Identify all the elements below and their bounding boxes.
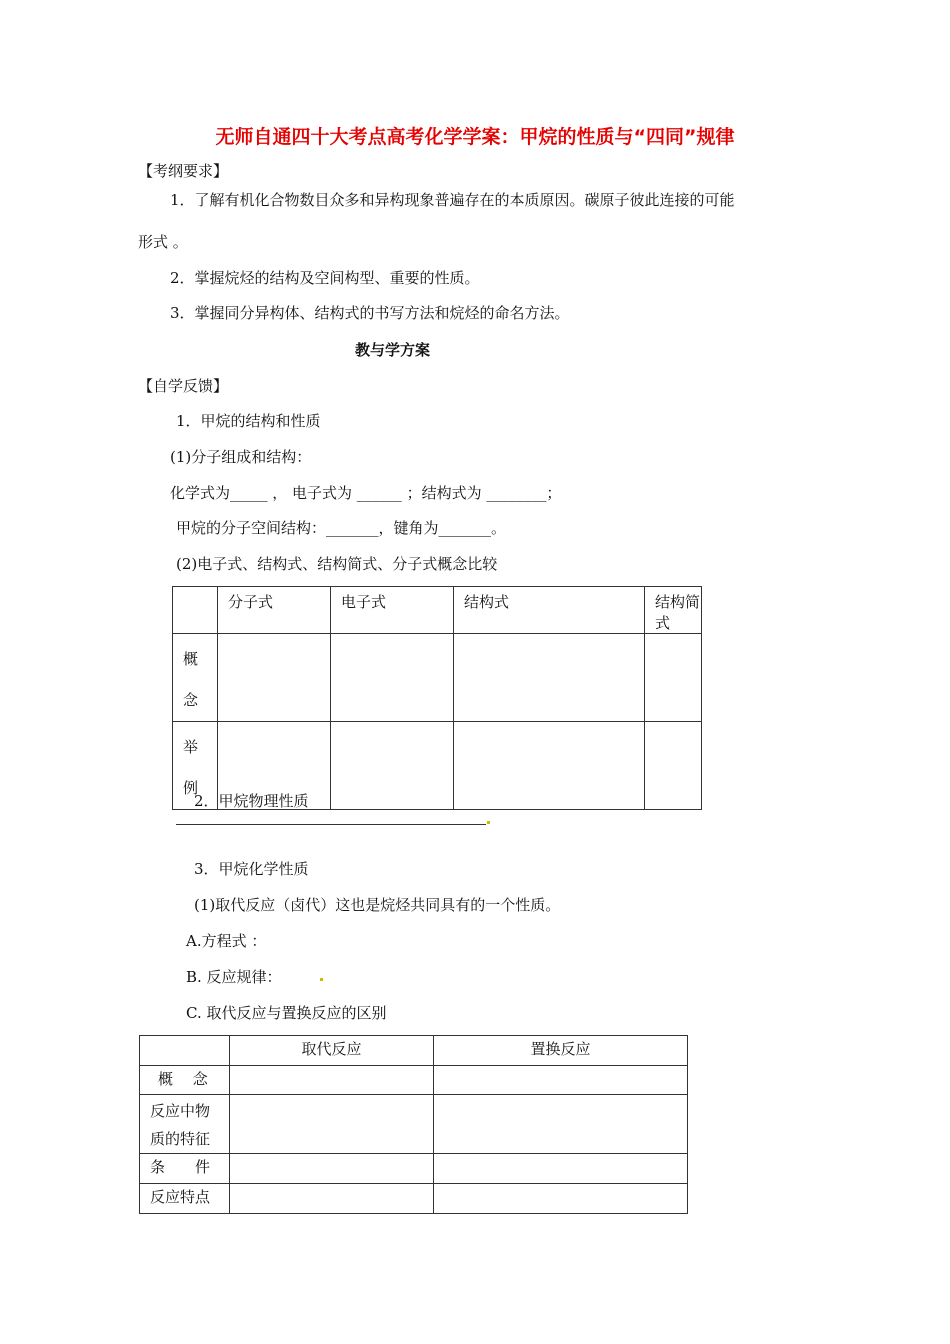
row-label-char: 概 bbox=[183, 650, 199, 668]
table1-header: 电子式 bbox=[331, 587, 454, 634]
table2-cell bbox=[434, 1066, 688, 1095]
section-3-b: B. 反应规律： bbox=[186, 968, 282, 986]
requirement-3: 3．掌握同分异构体、结构式的书写方法和烷烃的命名方法。 bbox=[170, 304, 570, 322]
plan-heading: 教与学方案 bbox=[355, 341, 431, 359]
formula-line: 化学式为_____ ， 电子式为 ______ ；结构式为 ________； bbox=[170, 484, 562, 502]
table2-row-label: 条 件 bbox=[140, 1154, 230, 1184]
table1-cell bbox=[331, 634, 454, 722]
table1-cell bbox=[218, 634, 331, 722]
section-1-title: 1．甲烷的结构和性质 bbox=[176, 412, 321, 430]
comparison-table bbox=[172, 586, 702, 810]
table2-header: 取代反应 bbox=[230, 1036, 434, 1066]
self-study-heading: 【自学反馈】 bbox=[138, 377, 229, 395]
mark-dot bbox=[487, 821, 490, 824]
section-3-a: A.方程式 ： bbox=[186, 932, 267, 950]
table1-cell bbox=[454, 722, 645, 810]
section-2-title: 2．甲烷物理性质 bbox=[194, 792, 309, 810]
answer-blank-line bbox=[176, 824, 486, 825]
section-3-c: C. 取代反应与置换反应的区别 bbox=[186, 1004, 387, 1022]
table2-row-label: 反应中物质的特征 bbox=[140, 1095, 230, 1154]
space-structure-line: 甲烷的分子空间结构：_______，键角为_______。 bbox=[176, 519, 507, 537]
section-3-1: (1)取代反应（卤代）这也是烷烃共同具有的一个性质。 bbox=[194, 896, 561, 914]
table2-row-label: 反应特点 bbox=[140, 1184, 230, 1214]
row-label-char: 举 bbox=[183, 738, 199, 756]
table2-cell bbox=[230, 1184, 434, 1214]
table1-header: 结构式 bbox=[454, 587, 645, 634]
table1-header: 分子式 bbox=[218, 587, 331, 634]
table2-cell bbox=[434, 1184, 688, 1214]
section-3-title: 3．甲烷化学性质 bbox=[194, 860, 309, 878]
requirement-1-line-1: 1．了解有机化合物数目众多和异构现象普遍存在的本质原因。碳原子彼此连接的可能 bbox=[170, 191, 735, 209]
mark-dot bbox=[320, 978, 323, 981]
table1-cell bbox=[645, 634, 702, 722]
table2-cell bbox=[434, 1095, 688, 1154]
table1-header-empty bbox=[173, 587, 218, 634]
table2-header-empty bbox=[140, 1036, 230, 1066]
table1-cell bbox=[454, 634, 645, 722]
reaction-comparison-table bbox=[139, 1035, 688, 1214]
table1-cell bbox=[645, 722, 702, 810]
table2-cell bbox=[434, 1154, 688, 1184]
table2-header: 置换反应 bbox=[434, 1036, 688, 1066]
table1-row-label bbox=[173, 634, 218, 722]
row-label-char: 念 bbox=[183, 691, 199, 709]
section-1-1: (1)分子组成和结构： bbox=[170, 448, 312, 466]
section-1-2: (2)电子式、结构式、结构简式、分子式概念比较 bbox=[176, 555, 498, 573]
table2-row-label: 概 念 bbox=[140, 1066, 230, 1095]
requirements-heading: 【考纲要求】 bbox=[138, 162, 229, 180]
row-label-char: 例 bbox=[183, 779, 199, 797]
table1-header: 结构简式 bbox=[645, 587, 702, 634]
requirement-1-line-2: 形式 。 bbox=[138, 233, 188, 251]
table2-cell bbox=[230, 1154, 434, 1184]
table1-cell bbox=[331, 722, 454, 810]
table2-cell bbox=[230, 1066, 434, 1095]
table2-cell bbox=[230, 1095, 434, 1154]
page-title: 无师自通四十大考点高考化学学案：甲烷的性质与“四同”规律 bbox=[215, 126, 735, 148]
requirement-2: 2．掌握烷烃的结构及空间构型、重要的性质。 bbox=[170, 269, 480, 287]
